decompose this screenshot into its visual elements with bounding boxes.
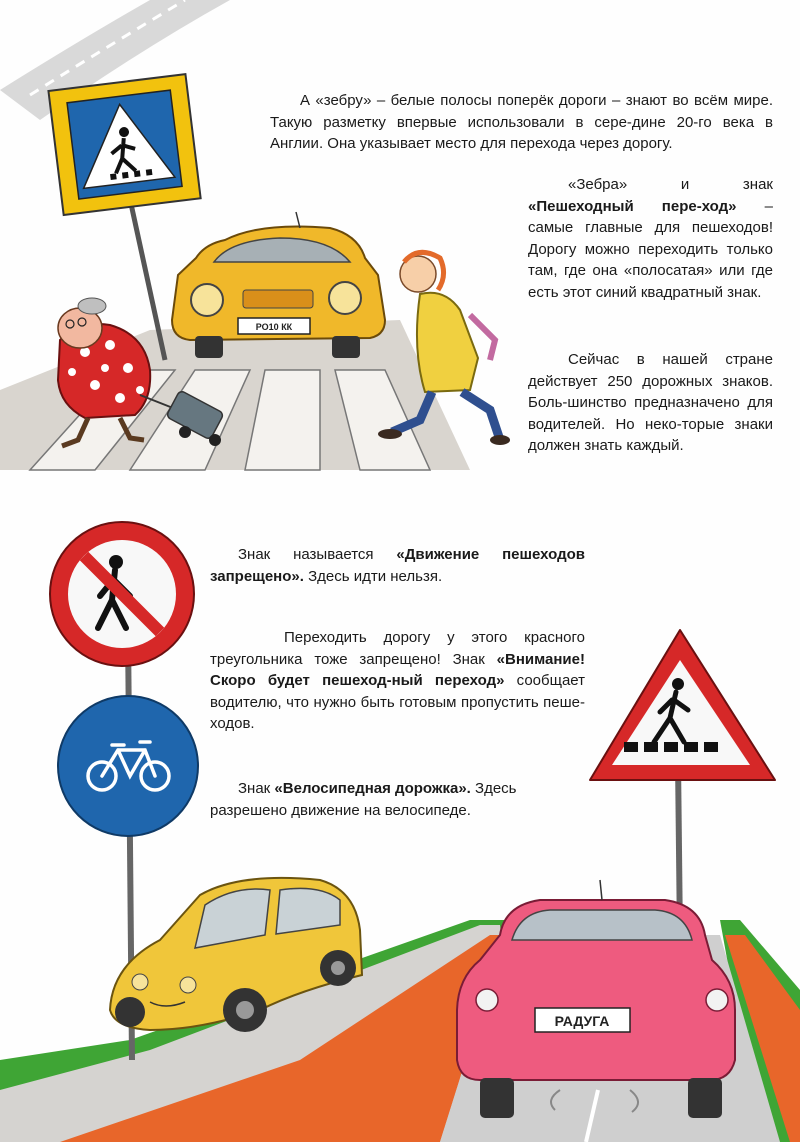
paragraph-no-pedestrians (210, 544, 585, 587)
paragraph-warning-triangle (210, 627, 585, 735)
yellow-car-front (172, 212, 385, 358)
text-run: Здесь идти нельзя. (303, 567, 443, 585)
text-run: Знак называется (238, 546, 397, 563)
text-run: «Зебра» и знак (568, 176, 773, 193)
yellow-car-plate: РО10 КК (255, 322, 293, 332)
text-run: Переходить дорогу у этого красного треугольника тоже запрещено! Знак (210, 629, 585, 668)
text-run: – самые главные для пешеходов! Дорогу можно переходить только там, где она «полосатая» или где есть этот синий квадратный знак. (528, 197, 774, 301)
bold-run: «Внимание! Скоро будет пешеход-ный переход» (210, 650, 585, 689)
text-run: Знак (238, 780, 275, 797)
paragraph-signs-count (528, 349, 773, 457)
bicycle-lane-sign (58, 696, 198, 836)
no-pedestrians-sign (50, 522, 194, 666)
text-run: сообщает водителю, что нужно быть готовым пропустить пеше-ходов. (210, 672, 585, 732)
bold-run: «Пешеходный пере-ход» (528, 197, 737, 215)
text-run: Сейчас в нашей стране действует 250 дорожных знаков. Боль-шинство предназначено для водителей. Но неко-торые знаки должен знать каждый. (528, 351, 773, 454)
bold-run: «Движение пешеходов запрещено». (210, 546, 586, 585)
pink-car-plate: РАДУГА (554, 1013, 610, 1029)
paragraph-zebra-main (528, 174, 773, 303)
text-run: А «зебру» – белые полосы поперёк дороги – знают во всём мире. Такую разметку впервые использовали в сере-дине 20-го века в Англии. Она указывает место для перехода через дорогу. (270, 92, 773, 152)
paragraph-bike-lane (210, 778, 585, 821)
paragraph-zebra-intro (270, 90, 773, 155)
text-run: Здесь разрешено движение на велосипеде. (210, 780, 517, 819)
bold-run: «Велосипедная дорожка». (274, 780, 471, 797)
pedestrian-crossing-warning-sign (590, 630, 775, 940)
